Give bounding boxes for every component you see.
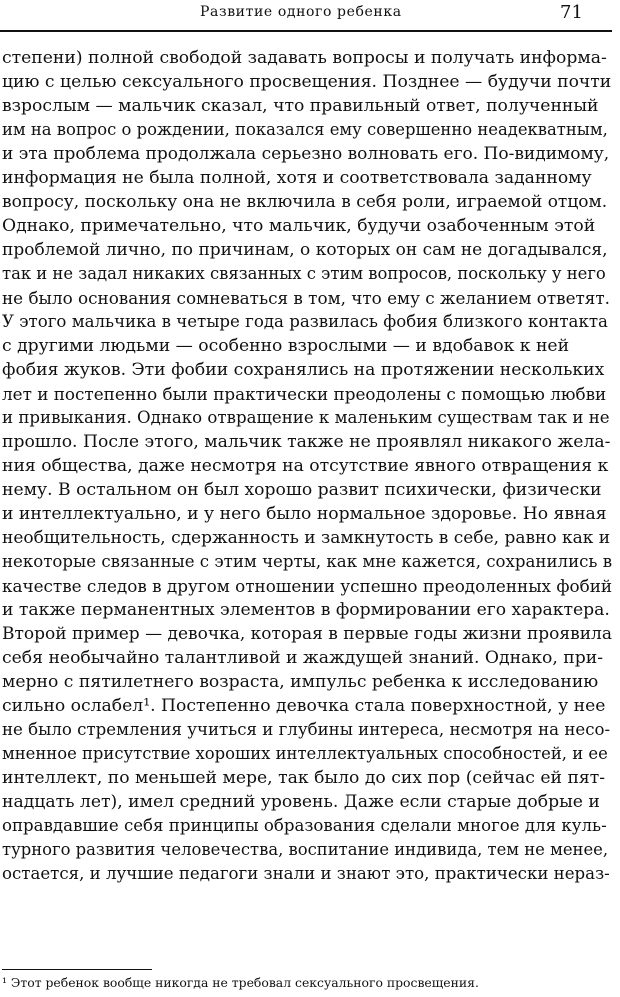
text-line: необщительность, сдержанность и замкнутость в себе, равно как и	[2, 528, 611, 548]
text-line: и интеллектуально, и у него было нормальное здоровье. Но явная	[2, 504, 607, 524]
text-line: цию с целью сексуального просвещения. Позднее — будучи почти	[2, 72, 612, 92]
text-line: и привыкания. Однако отвращение к маленьким существам так и не	[2, 408, 610, 427]
text-line: остается, и лучшие педагоги знали и знают это, практически нераз-	[2, 864, 610, 883]
text-line: некоторые связанные с этим черты, как мне кажется, сохранились в	[2, 552, 612, 571]
text-line: и также перманентных элементов в формировании его характера.	[2, 600, 610, 620]
text-line: интеллект, по меньшей мере, так было до сих пор (сейчас ей пят-	[2, 768, 606, 788]
page-header	[0, 0, 620, 40]
footnote: ¹ Этот ребенок вообще никогда не требовал сексуального просвещения.	[2, 975, 479, 990]
text-line: нему. В остальном он был хорошо развит психически, физически	[2, 480, 602, 500]
running-title: Развитие одного ребенка	[200, 4, 402, 20]
text-line: себя необычайно талантливой и жаждущей знаний. Однако, при-	[2, 648, 604, 668]
text-line: оправдавшие себя принципы образования сделали многое для куль-	[2, 816, 607, 835]
text-line: мненное присутствие хороших интеллектуальных способностей, и ее	[2, 744, 608, 763]
text-line: лет и постепенно были практически преодолены с помощью любви	[2, 384, 607, 404]
text-line: надцать лет), имел средний уровень. Даже если старые добрые и	[2, 792, 600, 812]
page-number: 71	[560, 2, 583, 23]
text-line: взрослым — мальчик сказал, что правильный ответ, полученный	[2, 96, 599, 116]
text-line: сильно ослабел¹. Постепенно девочка стала поверхностной, у нее	[2, 696, 606, 716]
text-line: фобия жуков. Эти фобии сохранялись на протяжении нескольких	[2, 360, 605, 380]
text-line: качестве следов в другом отношении успешно преодоленных фобий	[2, 576, 612, 596]
text-line: не было основания сомневаться в том, что ему с желанием ответят.	[2, 288, 611, 308]
text-line: вопросу, поскольку она не включила в себя роли, играемой отцом.	[2, 192, 608, 212]
text-line: Второй пример — девочка, которая в первые годы жизни проявила	[2, 624, 612, 644]
text-line: У этого мальчика в четыре года развилась фобия близкого контакта	[2, 312, 608, 331]
text-line: и эта проблема продолжала серьезно волновать его. По-видимому,	[2, 144, 610, 164]
text-line: степени) полной свободой задавать вопросы и получать информа-	[2, 48, 607, 68]
text-line: не было стремления учиться и глубины интереса, несмотря на несо-	[2, 720, 611, 739]
text-line: информация не была полной, хотя и соответствовала заданному	[2, 168, 592, 188]
text-line: турного развития человечества, воспитание индивида, тем не менее,	[2, 840, 609, 859]
text-line: ния общества, даже несмотря на отсутствие явного отвращения к	[2, 456, 609, 476]
text-line: Однако, примечательно, что мальчик, будучи озабоченным этой	[2, 216, 596, 236]
text-line: им на вопрос о рождении, показался ему совершенно неадекватным,	[2, 120, 608, 139]
body-text	[2, 46, 612, 886]
header-rule	[0, 30, 612, 32]
footnote-rule	[2, 969, 152, 970]
text-line: с другими людьми — особенно взрослыми — и вдобавок к ней	[2, 336, 570, 356]
text-line: мерно с пятилетнего возраста, импульс ребенка к исследованию	[2, 672, 599, 692]
text-line: прошло. После этого, мальчик также не проявлял никакого жела-	[2, 432, 611, 452]
text-line: так и не задал никаких связанных с этим вопросов, поскольку у него	[2, 264, 606, 283]
text-line: проблемой лично, по причинам, о которых он сам не догадывался,	[2, 240, 608, 260]
